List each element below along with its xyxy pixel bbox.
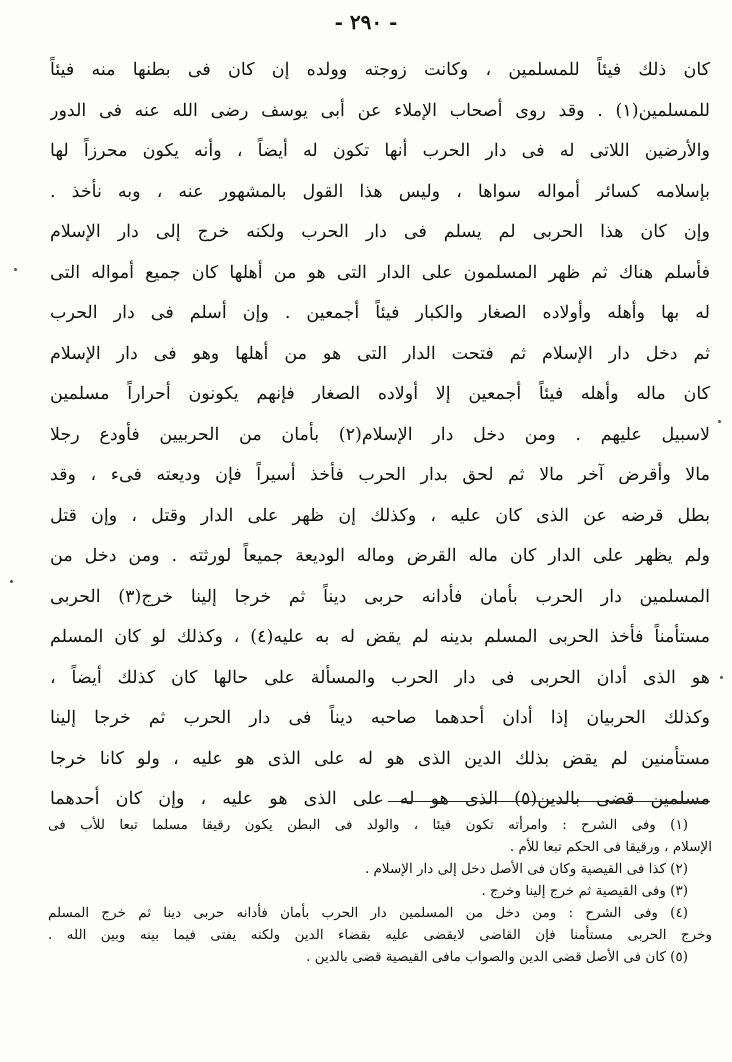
text-line: بإسلامه كسائر أمواله سواها ، وليس هذا القول بالمشهور عنه ، وبه نأخذ . bbox=[50, 181, 710, 202]
text-line: وإن كان هذا الحربى لم يسلم فى دار الحرب ولكنه خرج إلى دار الإسلام bbox=[50, 222, 710, 242]
footnote-5 bbox=[48, 946, 712, 968]
text-line: كان ذلك فيئاً للمسلمين ، وكانت زوجته وولده إن كان فى بطنها منه فيئاً bbox=[50, 60, 710, 80]
footnote-4 bbox=[48, 902, 712, 946]
text-line: مستأمنين لم يقض بذلك الدين الذى هو له على الذى هو عليه ، ولو كانا خرجا bbox=[50, 748, 710, 769]
text-line: مستأمناً فأخذ الحربى المسلم بدينه لم يقض له به عليه(٤) ، وكذلك لو كان المسلم bbox=[50, 627, 710, 647]
text-line: ولم يظهر على الدار كان ماله القرض وماله الوديعة جميعاً لورثته . ومن دخل من bbox=[50, 546, 710, 566]
footnote-line: وخرج الحربى مستأمنا فإن القاضى لايقضى عليه بقضاء الدين ولكنه يفتى فيما بينه وبين الله . bbox=[48, 927, 712, 943]
footnote-3 bbox=[48, 880, 712, 902]
main-text-block bbox=[50, 50, 710, 820]
text-line: كان ماله وأهله فيئاً أجمعين إلا أولاده الصغار فإنهم يكونون أحراراً مسلمين bbox=[50, 384, 710, 404]
text-line: لاسبيل عليهم . ومن دخل دار الإسلام(٢) بأمان من الحربيين فأودع رجلا bbox=[50, 424, 710, 445]
footnote-line: (٤) وفى الشرح : ومن دخل من المسلمين دار الحرب بأمان فأدانه حربى دينا ثم خرج المسلم bbox=[48, 905, 688, 921]
text-line: المسلمين دار الحرب بأمان فأدانه حربى ديناً ثم خرجا إلينا خرج(٣) الحربى bbox=[50, 586, 710, 607]
page-number: - ٢٩٠ - bbox=[334, 10, 398, 34]
text-line: مسلمين قضى بالدين(٥) الذى هو له على الذى هو عليه ، وإن كان أحدهما bbox=[50, 789, 710, 809]
text-line: ثم دخل دار الإسلام ثم فتحت الدار التى هو من أهلها وهو فى دار الإسلام bbox=[50, 343, 710, 364]
scan-speck bbox=[14, 268, 17, 271]
text-line: بطل قرضه عن الذى كان عليه ، وكذلك إن ظهر على الدار وقتل ، وإن قتل bbox=[50, 505, 710, 526]
footnote-line: (١) وفى الشرح : وامرأته تكون فيئا ، والولد فى البطن يكون رقيقا مسلما تبعا للأب فى bbox=[48, 817, 688, 833]
footnote-line: الإسلام ، ورقيقا فى الحكم تبعا للأم . bbox=[509, 839, 712, 855]
footnote-2 bbox=[48, 858, 712, 880]
scan-speck bbox=[10, 580, 13, 583]
scan-speck bbox=[718, 420, 721, 423]
text-line: وكذلك الحربيان إذا أدان أحدهما صاحبه ديناً فى دار الحرب ثم خرجا إلينا bbox=[50, 708, 710, 728]
footnotes-block bbox=[48, 814, 712, 968]
footnote-line: (٣) وفى القيصية ثم خرج إلينا وخرج . bbox=[481, 883, 688, 899]
text-line: هو الذى أدان الحربى فى دار الحرب والمسألة على حالها كان كذلك أيضاً ، bbox=[50, 667, 710, 688]
footnote-line: (٢) كذا فى القيصية وكان فى الأصل دخل إلى دار الإسلام . bbox=[364, 861, 688, 877]
text-line: له بها وأهله وأولاده الصغار والكبار فيئاً أجمعين . وإن أسلم فى دار الحرب bbox=[50, 303, 710, 323]
footnote-1 bbox=[48, 814, 712, 858]
text-line: فأسلم هناك ثم ظهر المسلمون على الدار التى هو من أهلها كان جميع أمواله التى bbox=[50, 262, 710, 283]
text-line: للمسلمين(١) . وقد روى أصحاب الإملاء عن أبى يوسف رضى الله عنه فى الدور bbox=[50, 100, 710, 121]
scan-speck bbox=[720, 676, 723, 679]
text-line: مالا وأقرض آخر مالا ثم لحق بدار الحرب فأخذ أسيراً فإن وديعته فىء ، وقد bbox=[50, 465, 710, 485]
footnote-divider bbox=[388, 801, 710, 802]
footnote-line: (٥) كان فى الأصل قضى الدين والصواب مافى القيصية قضى بالدين . bbox=[306, 949, 688, 965]
text-line: والأرضين اللاتى له فى دار الحرب أنها تكون له أيضاً ، وأنه يكون محرزاً لها bbox=[50, 141, 710, 161]
